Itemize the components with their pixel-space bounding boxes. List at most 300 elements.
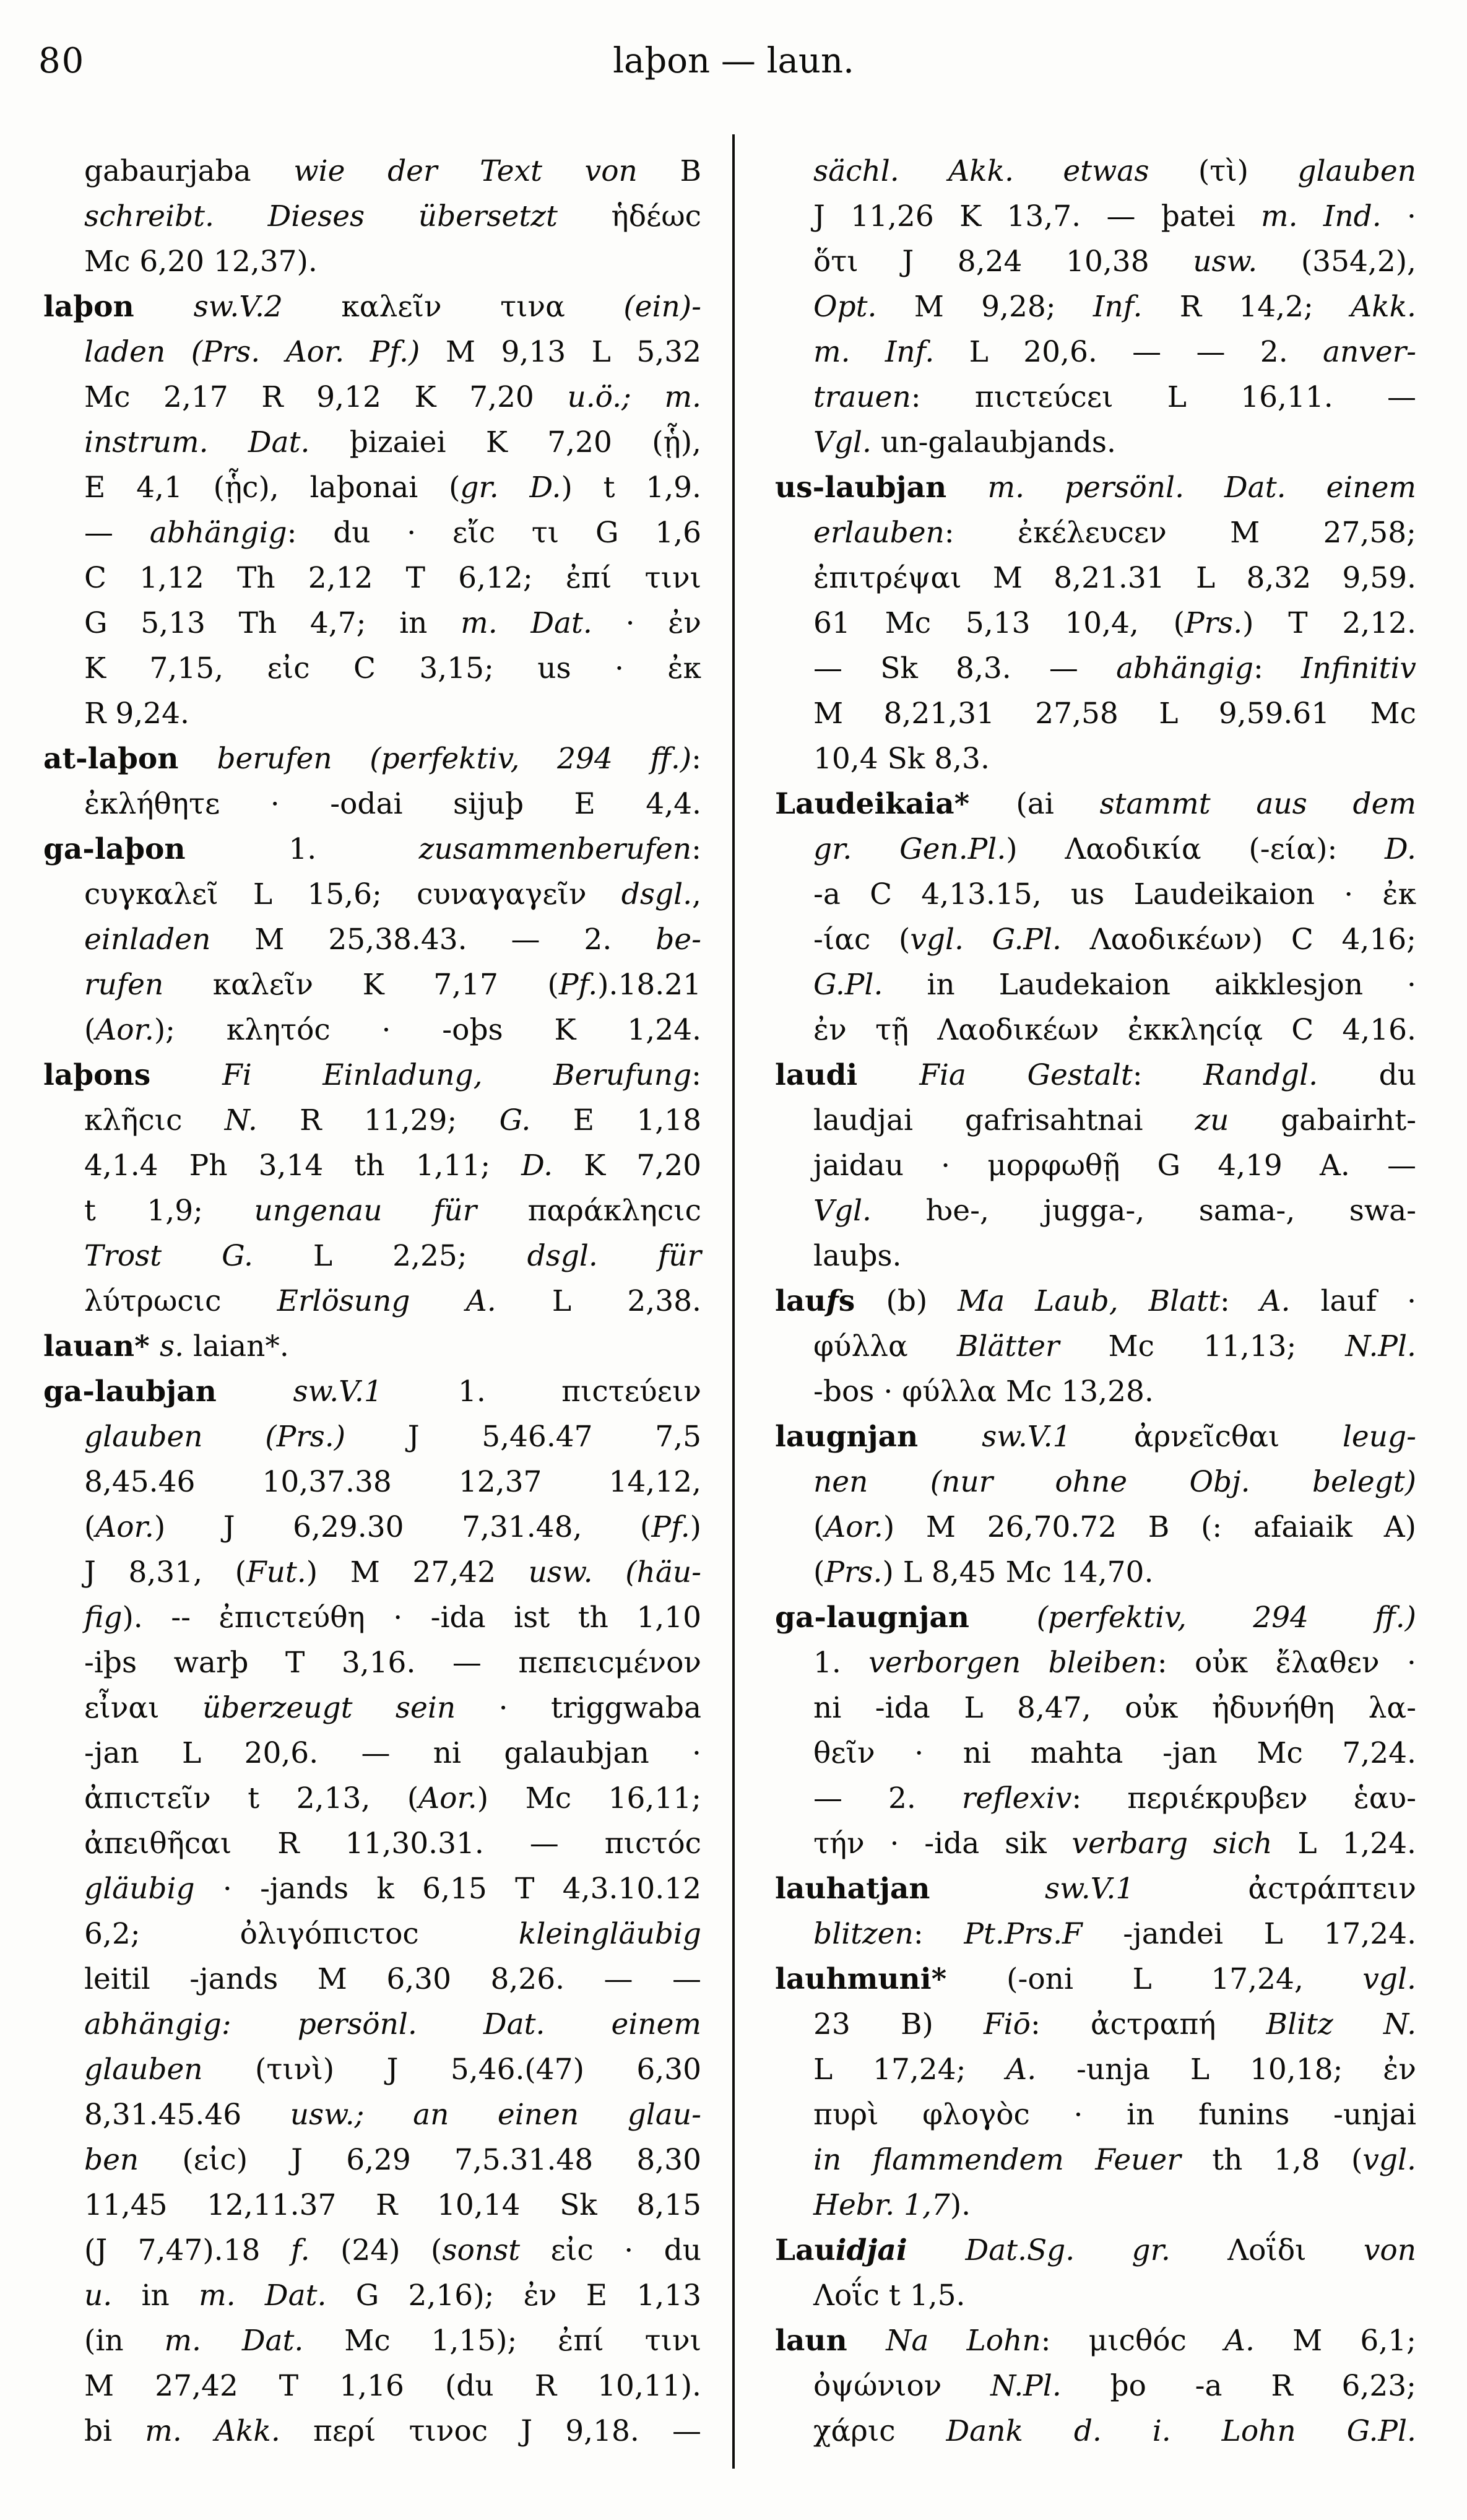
- headword-text: laun: [775, 2324, 886, 2358]
- right-column: [775, 149, 1416, 2454]
- entry-text: 4,1.4 Ph 3,14 th 1,11;: [84, 1149, 522, 1183]
- entry-text: ἀπειθῆcαι R 11,30.31. — πιcτόc: [84, 1827, 701, 1861]
- text-line: [43, 2228, 701, 2273]
- entry-text: ). -- ἐπιcτεύθη · -ida ist th 1,10: [122, 1601, 701, 1635]
- entry-text: rufen: [84, 968, 213, 1002]
- entry-text: abhängig: persönl. Dat. einem: [84, 2007, 701, 2041]
- text-line: [43, 1188, 701, 1233]
- entry-text: dsgl. für: [527, 1239, 701, 1273]
- entry-text: K 7,15, εἰc C 3,15; us · ἐκ: [84, 651, 701, 685]
- entry-text: Λαοδικέων) C 4,16;: [1089, 923, 1416, 957]
- headword-text: Lau: [775, 2233, 836, 2267]
- entry-text: ungenau für: [254, 1194, 528, 1228]
- headword-text: laudi: [775, 1058, 920, 1092]
- text-line: [775, 194, 1416, 239]
- text-line: [775, 872, 1416, 917]
- entry-text: abhängig: [149, 516, 287, 550]
- text-line: [775, 2002, 1416, 2047]
- entry-text: Λοΐδι: [1227, 2233, 1364, 2267]
- entry-text: lauþs.: [813, 1239, 902, 1273]
- entry-text: R 9,24.: [84, 697, 189, 731]
- entry-text: N.Pl.: [990, 2369, 1110, 2403]
- entry-text: 1.: [813, 1646, 869, 1680]
- entry-text: ἐπιτρέψαι M 8,21.31 L 8,32 9,59.: [813, 561, 1416, 595]
- text-line: [43, 2318, 701, 2363]
- entry-text: παράκληcιc: [527, 1194, 701, 1228]
- headword-text: Laudeikaia*: [775, 787, 1016, 821]
- entry-text: (354,2),: [1300, 245, 1416, 279]
- headword-text: lau: [775, 1284, 826, 1318]
- entry-text: erlauben: [813, 516, 945, 550]
- entry-text: M 9,28;: [914, 290, 1093, 324]
- entry-text: -iþs warþ T 3,16. — πεπειcμένον: [84, 1646, 701, 1680]
- entry-text: A.: [1006, 2053, 1077, 2087]
- entry-text: stammt aus dem: [1099, 787, 1416, 821]
- text-line: [775, 1143, 1416, 1188]
- entry-text: m. Inf.: [813, 335, 969, 369]
- headword-text: idjai: [835, 2233, 966, 2267]
- text-line: [775, 420, 1416, 465]
- entry-text: Vgl.: [813, 1194, 926, 1228]
- entry-text: L 2,38.: [552, 1284, 701, 1318]
- entry-text: · triggwaba: [456, 1691, 701, 1725]
- entry-text: -ίαc (: [813, 923, 911, 957]
- entry-text: un-galaubjands.: [880, 425, 1116, 459]
- entry-text: m. Ind.: [1261, 199, 1382, 233]
- entry-text: M 25,38.43. — 2.: [254, 923, 656, 957]
- entry-text: th 1,8 (: [1212, 2143, 1363, 2177]
- entry-text: ἐκλήθητε · -odai sijuþ E 4,4.: [84, 787, 701, 821]
- entry-text: Mc 2,17 R 9,12 K 7,20: [84, 380, 568, 414]
- entry-text: (: [84, 1013, 96, 1047]
- headword-text: us-laubjan: [775, 471, 988, 505]
- entry-text: s.: [160, 1329, 194, 1363]
- text-line: [43, 1957, 701, 2002]
- entry-start-line: [775, 465, 1416, 510]
- entry-text: 6,2; ὀλιγόπιcτοc: [84, 1917, 519, 1951]
- entry-text: D.: [521, 1149, 584, 1183]
- entry-text: κλῆcιc: [84, 1103, 225, 1137]
- entry-text: Prs.: [1184, 606, 1243, 640]
- text-line: [43, 1414, 701, 1459]
- column-divider-rule: [732, 134, 735, 2469]
- entry-text: ) M 27,42: [306, 1555, 529, 1589]
- headword-text: f: [826, 1284, 839, 1318]
- entry-text: einladen: [84, 923, 255, 957]
- entry-text: : μιcθόc: [1041, 2324, 1225, 2358]
- entry-text: ): [690, 1510, 701, 1544]
- entry-text: G 2,16); ἐν E 1,13: [355, 2279, 701, 2313]
- text-line: [43, 1505, 701, 1550]
- text-line: [43, 2183, 701, 2228]
- entry-text: f.: [290, 2233, 341, 2267]
- text-line: [775, 917, 1416, 962]
- entry-text: usw.; an einen glau-: [290, 2098, 701, 2132]
- entry-text: · ἐν: [592, 606, 701, 640]
- text-line: [775, 2137, 1416, 2183]
- entry-text: anver-: [1322, 335, 1416, 369]
- entry-text: leug-: [1342, 1420, 1416, 1454]
- text-line: [43, 1098, 701, 1143]
- entry-text: usw. (häu-: [528, 1555, 701, 1589]
- entry-text: vgl.: [1362, 2143, 1416, 2177]
- entry-text: πυρὶ φλογὸc · in funins -unjai: [813, 2098, 1416, 2132]
- entry-text: : πιcτεύcει L 16,11. —: [911, 380, 1416, 414]
- entry-text: þo -a R 6,23;: [1110, 2369, 1416, 2403]
- entry-text: καλεῖν τινα: [341, 290, 624, 324]
- text-line: [775, 1188, 1416, 1233]
- entry-start-line: [775, 1957, 1416, 2002]
- entry-text: glauben: [1297, 154, 1416, 188]
- entry-text: laian*.: [193, 1329, 289, 1363]
- entry-start-line: [775, 1595, 1416, 1640]
- headword-text: ga-laubjan: [43, 1375, 293, 1409]
- entry-text: Fi Einladung, Berufung: [222, 1058, 692, 1092]
- text-line: [775, 2092, 1416, 2137]
- text-line: [43, 1866, 701, 1911]
- text-line: [43, 1821, 701, 1866]
- entry-text: : ἀcτραπή: [1030, 2007, 1266, 2041]
- entry-start-line: [43, 736, 701, 781]
- entry-text: in Laudekaion aikklesjon ·: [927, 968, 1416, 1002]
- entry-text: Opt.: [813, 290, 914, 324]
- entry-text: Mc 11,13;: [1108, 1329, 1346, 1363]
- text-line: [43, 555, 701, 601]
- entry-text: ·: [1381, 199, 1417, 233]
- entry-text: (ai: [1016, 787, 1100, 821]
- text-line: [43, 962, 701, 1007]
- text-line: [43, 465, 701, 510]
- entry-text: Aor.: [824, 1510, 883, 1544]
- entry-start-line: [43, 284, 701, 329]
- entry-start-line: [775, 781, 1416, 827]
- entry-text: M 27,42 T 1,16 (du R 10,11).: [84, 2369, 701, 2403]
- page-number: 80: [38, 41, 85, 81]
- text-line: [43, 2047, 701, 2092]
- text-line: [43, 1640, 701, 1685]
- text-line: [43, 510, 701, 555]
- text-line: [43, 2363, 701, 2409]
- entry-text: Randgl.: [1203, 1058, 1379, 1092]
- entry-text: -a C 4,13.15, us Laudeikaion · ἐκ: [813, 877, 1416, 911]
- entry-text: reflexiv: [961, 1781, 1072, 1815]
- entry-text: ); κλητόc · -oþs K 1,24.: [154, 1013, 701, 1047]
- entry-text: : οὐκ ἔλαθεν ·: [1157, 1646, 1416, 1680]
- entry-start-line: [775, 1279, 1416, 1324]
- entry-text: (: [813, 1510, 825, 1544]
- entry-text: Hebr. 1,7: [813, 2188, 950, 2222]
- headword-text: ga-laugnjan: [775, 1601, 1037, 1635]
- entry-text: leitil -jands M 6,30 8,26. — —: [84, 1962, 701, 1996]
- entry-text: Dat.Sg. gr.: [965, 2233, 1228, 2267]
- entry-text: Erlösung A.: [277, 1284, 552, 1318]
- text-line: [775, 1098, 1416, 1143]
- entry-text: ni -ida L 8,47, οὐκ ἠδυνήθη λα-: [813, 1691, 1416, 1725]
- entry-text: gr. D.: [460, 471, 561, 505]
- entry-text: ,: [692, 877, 701, 911]
- text-line: [775, 736, 1416, 781]
- entry-text: εἶναι: [84, 1691, 202, 1725]
- text-line: [43, 1007, 701, 1053]
- entry-start-line: [43, 827, 701, 872]
- entry-text: — Sk 8,3. —: [813, 651, 1117, 685]
- entry-text: M 8,21,31 27,58 L 9,59.61 Mc: [813, 697, 1416, 731]
- entry-text: ) L 8,45 Mc 14,70.: [882, 1555, 1154, 1589]
- text-line: [775, 375, 1416, 420]
- entry-text: sw.V.1: [982, 1420, 1134, 1454]
- entry-text: ἐν τῇ Λαοδικέων ἐκκληcίᾳ C 4,16.: [813, 1013, 1416, 1047]
- entry-text: A.: [1224, 2324, 1293, 2358]
- text-line: [775, 510, 1416, 555]
- entry-text: Pf.: [558, 968, 598, 1002]
- text-line: [775, 2363, 1416, 2409]
- text-line: [43, 1143, 701, 1188]
- entry-text: N.: [224, 1103, 300, 1137]
- text-line: [775, 1505, 1416, 1550]
- entry-text: (: [84, 1510, 96, 1544]
- entry-text: Inf.: [1093, 290, 1180, 324]
- headword-text: lauhatjan: [775, 1872, 1045, 1906]
- entry-text: φύλλα: [813, 1329, 957, 1363]
- entry-text: (τινὶ) J 5,46.(47) 6,30: [255, 2053, 701, 2087]
- entry-text: ).: [950, 2188, 971, 2222]
- entry-text: 1.: [288, 832, 419, 866]
- text-line: [775, 691, 1416, 736]
- entry-start-line: [775, 1866, 1416, 1911]
- entry-text: sw.V.1: [1044, 1872, 1248, 1906]
- text-line: [775, 239, 1416, 284]
- text-line: [775, 2047, 1416, 2092]
- entry-text: Aor.: [418, 1781, 477, 1815]
- entry-text: in: [141, 2279, 199, 2313]
- entry-text: (εἰc) J 6,29 7,5.31.48 8,30: [182, 2143, 701, 2177]
- entry-text: :: [1253, 651, 1302, 685]
- entry-text: L 20,6. — — 2.: [969, 335, 1323, 369]
- text-line: [43, 375, 701, 420]
- text-line: [775, 2273, 1416, 2318]
- entry-text: du: [1378, 1058, 1417, 1092]
- entry-start-line: [775, 2228, 1416, 2273]
- entry-text: G 5,13 Th 4,7; in: [84, 606, 461, 640]
- text-line: [43, 917, 701, 962]
- entry-text: Vgl.: [813, 425, 881, 459]
- entry-text: kleingläubig: [518, 1917, 701, 1951]
- entry-text: D.: [1385, 832, 1416, 866]
- entry-text: Λοΐc t 1,5.: [813, 2279, 966, 2313]
- entry-text: ) t 1,9.: [561, 471, 701, 505]
- entry-text: sächl. Akk. etwas: [813, 154, 1198, 188]
- text-line: [775, 1911, 1416, 1957]
- entry-text: ἀcτράπτειν: [1248, 1872, 1416, 1906]
- entry-text: jaidau · μορφωθῇ G 4,19 A. —: [813, 1149, 1416, 1183]
- entry-text: ) Λαοδικία (-εία):: [1006, 832, 1385, 866]
- entry-text: u.ö.; m.: [567, 380, 701, 414]
- entry-text: Fiō: [983, 2007, 1031, 2041]
- entry-text: ὅτι J 8,24 10,38: [813, 245, 1193, 279]
- entry-text: Pt.Prs.F: [964, 1917, 1123, 1951]
- entry-text: Mc 1,15); ἐπί τινι: [344, 2324, 701, 2358]
- entry-text: · -jands k 6,15 T 4,3.10.12: [194, 1872, 701, 1906]
- running-header: laþon — laun.: [613, 41, 854, 81]
- headword-text: at-laþon: [43, 742, 217, 776]
- entry-text: (ein)-: [623, 290, 701, 324]
- entry-text: in flammendem Feuer: [813, 2143, 1213, 2177]
- entry-text: nen (nur ohne Obj. belegt): [813, 1465, 1416, 1499]
- text-line: [775, 1369, 1416, 1414]
- entry-text: L 2,25;: [313, 1239, 527, 1273]
- entry-text: gr. Gen.Pl.: [813, 832, 1006, 866]
- entry-text: berufen (perfektiv, 294 ff.): [217, 742, 692, 776]
- text-line: [775, 1459, 1416, 1505]
- text-line: [775, 646, 1416, 691]
- entry-text: E 1,18: [573, 1103, 701, 1137]
- entry-text: — 2.: [813, 1781, 962, 1815]
- entry-text: lauf ·: [1320, 1284, 1417, 1318]
- left-column: [43, 149, 701, 2454]
- text-line: [43, 872, 701, 917]
- headword-text: s: [838, 1284, 886, 1318]
- entry-text: Pf.: [651, 1510, 690, 1544]
- entry-text: G.: [499, 1103, 573, 1137]
- entry-text: be-: [656, 923, 702, 957]
- text-line: [775, 555, 1416, 601]
- entry-text: -jan L 20,6. — ni galaubjan ·: [84, 1736, 701, 1770]
- entry-text: J 8,31, (: [84, 1555, 247, 1589]
- entry-text: Ma Laub, Blatt: [958, 1284, 1220, 1318]
- entry-text: trauen: [813, 380, 911, 414]
- entry-text: gabairht-: [1281, 1103, 1416, 1137]
- entry-text: Akk.: [1351, 290, 1416, 324]
- entry-text: zusammenberufen: [418, 832, 692, 866]
- entry-text: L 17,24;: [813, 2053, 1006, 2087]
- text-line: [43, 1550, 701, 1595]
- entry-text: :: [691, 742, 701, 776]
- entry-text: E 4,1 (ᾗc), laþonai (: [84, 471, 461, 505]
- entry-text: 1. πιcτεύειν: [458, 1375, 701, 1409]
- entry-text: ben: [84, 2143, 183, 2177]
- text-line: [775, 601, 1416, 646]
- entry-text: εἰc · du: [550, 2233, 702, 2267]
- entry-text: J 5,46.47 7,5: [407, 1420, 701, 1454]
- entry-text: abhängig: [1116, 651, 1253, 685]
- text-line: [775, 149, 1416, 194]
- entry-text: usw.: [1193, 245, 1301, 279]
- entry-text: : ἐκέλευcεν M 27,58;: [944, 516, 1416, 550]
- entry-text: (-oni L 17,24,: [1006, 1962, 1363, 1996]
- entry-text: ἡδέωc: [611, 199, 701, 233]
- text-line: [43, 781, 701, 827]
- entry-text: -bos · φύλλα Mc 13,28.: [813, 1375, 1154, 1409]
- entry-text: B: [680, 154, 702, 188]
- entry-text: sw.V.1: [293, 1375, 458, 1409]
- entry-text: G.Pl.: [813, 968, 927, 1002]
- text-line: [43, 149, 701, 194]
- text-line: [43, 1459, 701, 1505]
- entry-text: 10,4 Sk 8,3.: [813, 742, 990, 776]
- entry-text: Fut.: [246, 1555, 306, 1589]
- text-line: [775, 1776, 1416, 1821]
- entry-text: :: [1219, 1284, 1260, 1318]
- text-line: [43, 1685, 701, 1731]
- entry-text: M 6,1;: [1292, 2324, 1416, 2358]
- entry-text: M 9,13 L 5,32: [445, 335, 701, 369]
- text-line: [43, 1911, 701, 1957]
- text-line: [43, 2137, 701, 2183]
- text-line: [775, 1685, 1416, 1731]
- text-line: [775, 1640, 1416, 1685]
- entry-text: zu: [1195, 1103, 1281, 1137]
- entry-text: sonst: [442, 2233, 551, 2267]
- entry-text: Trost G.: [84, 1239, 313, 1273]
- entry-start-line: [43, 1053, 701, 1098]
- entry-text: Prs.: [824, 1555, 883, 1589]
- headword-text: laugnjan: [775, 1420, 982, 1454]
- entry-text: καλεῖν K 7,17 (: [212, 968, 559, 1002]
- entry-start-line: [43, 1324, 701, 1369]
- entry-text: -unja L 10,18; ἐν: [1076, 2053, 1416, 2087]
- entry-text: cυγκαλεῖ L 15,6; cυναγαγεῖν: [84, 877, 621, 911]
- entry-text: Infinitiv: [1301, 651, 1416, 685]
- headword-text: laþons: [43, 1058, 223, 1092]
- text-line: [775, 1550, 1416, 1595]
- entry-text: ) T 2,12.: [1242, 606, 1416, 640]
- entry-text: -jandei L 17,24.: [1123, 1917, 1417, 1951]
- entry-text: m. Akk.: [145, 2414, 313, 2448]
- entry-text: (in: [84, 2324, 165, 2358]
- entry-text: K 7,20: [584, 1149, 702, 1183]
- entry-text: gläubig: [84, 1872, 195, 1906]
- entry-start-line: [775, 1414, 1416, 1459]
- text-line: [43, 2409, 701, 2454]
- entry-text: bi: [84, 2414, 145, 2448]
- text-line: [43, 1279, 701, 1324]
- text-line: [43, 2092, 701, 2137]
- entry-text: m. persönl. Dat. einem: [987, 471, 1416, 505]
- entry-text: Blätter: [956, 1329, 1109, 1363]
- entry-text: ὀψώνιον: [813, 2369, 991, 2403]
- entry-text: instrum. Dat.: [84, 425, 350, 459]
- entry-text: R 11,29;: [300, 1103, 500, 1137]
- text-line: [43, 420, 701, 465]
- entry-text: glauben (Prs.): [84, 1420, 408, 1454]
- headword-text: laþon: [43, 290, 194, 324]
- headword-text: lauan*: [43, 1329, 160, 1363]
- entry-text: m. Dat.: [199, 2279, 356, 2313]
- entry-text: —: [84, 516, 150, 550]
- entry-text: :: [1132, 1058, 1204, 1092]
- text-line: [43, 691, 701, 736]
- text-line: [775, 827, 1416, 872]
- entry-text: : περιέκρυβεν ἑαυ-: [1071, 1781, 1416, 1815]
- text-line: [775, 1324, 1416, 1369]
- entry-text: ἀπιcτεῖν t 2,13, (: [84, 1781, 419, 1815]
- entry-text: (perfektiv, 294 ff.): [1036, 1601, 1416, 1635]
- text-line: [43, 646, 701, 691]
- entry-text: wie der Text von: [293, 154, 680, 188]
- text-line: [775, 329, 1416, 375]
- entry-text: t 1,9;: [84, 1194, 254, 1228]
- entry-text: J 11,26 K 13,7. — þatei: [813, 199, 1261, 233]
- text-line: [775, 1731, 1416, 1776]
- entry-text: :: [691, 1058, 701, 1092]
- entry-text: (J 7,47).18: [84, 2233, 291, 2267]
- entry-text: u.: [84, 2279, 142, 2313]
- entry-text: vgl.: [1362, 1962, 1416, 1996]
- entry-text: (b): [886, 1284, 958, 1318]
- entry-text: περί τινοc J 9,18. —: [313, 2414, 702, 2448]
- entry-text: :: [691, 832, 701, 866]
- entry-text: blitzen: [813, 1917, 914, 1951]
